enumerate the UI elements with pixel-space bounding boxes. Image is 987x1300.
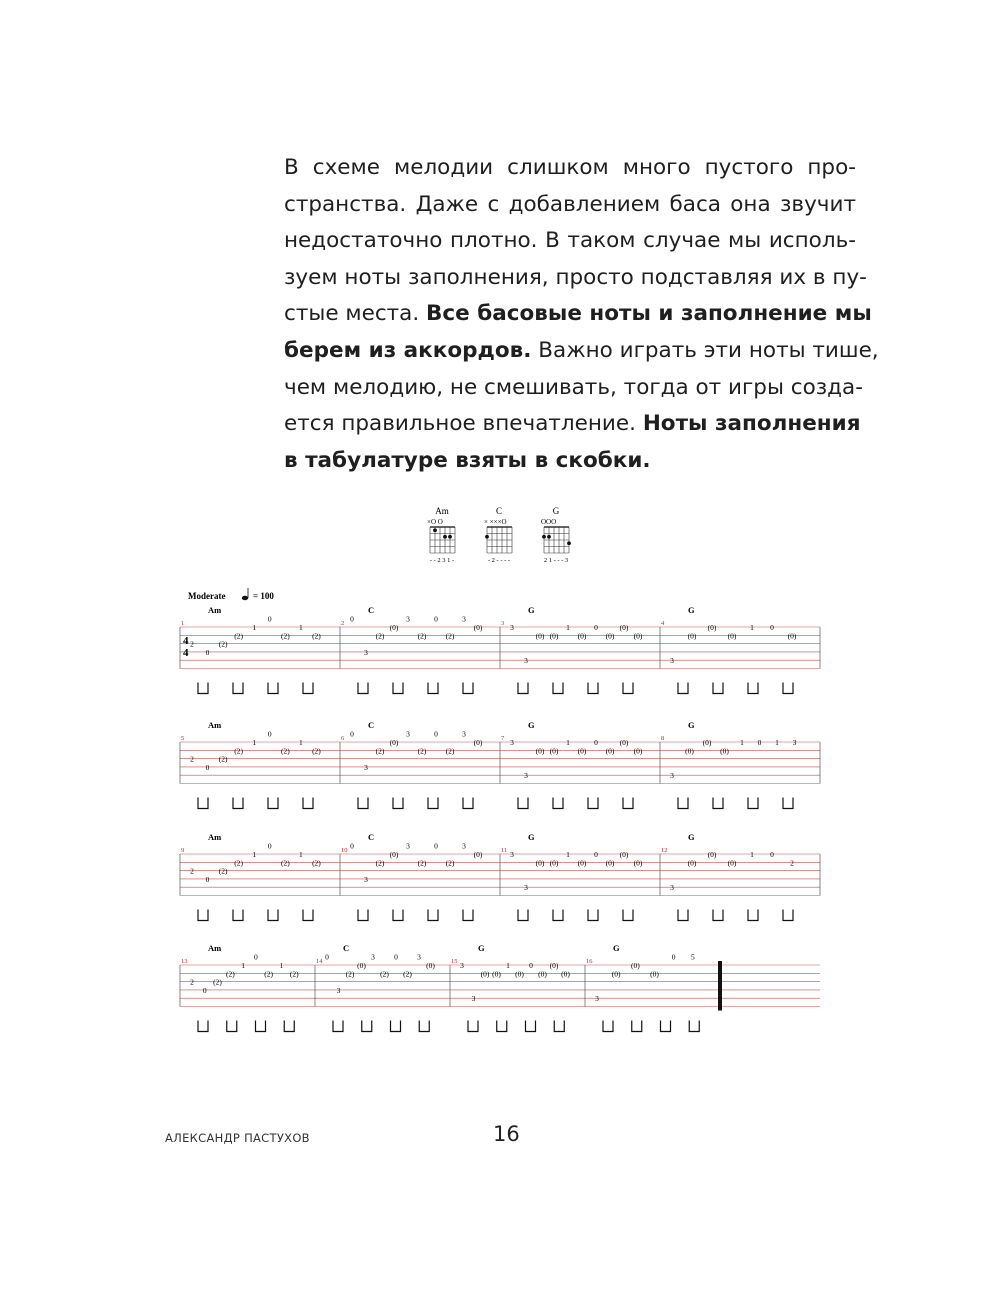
rhythm-beam [497, 1021, 507, 1032]
rhythm-beam [303, 683, 313, 694]
tab-note: 0 [594, 850, 598, 859]
rhythm-beam [233, 683, 243, 694]
tab-note: (2) [312, 858, 321, 868]
rhythm-beam [463, 683, 473, 694]
tab-note: 1 [299, 850, 303, 859]
rhythm-beam [588, 683, 598, 694]
measure-number: 4 [661, 620, 665, 627]
tab-note: 1 [299, 623, 303, 632]
tab-note: (0) [577, 746, 587, 756]
tab-note: 3 [462, 729, 466, 739]
tab-note: 0 [350, 729, 354, 739]
tab-note: (0) [720, 746, 729, 756]
tab-note: (2) [375, 858, 385, 868]
tab-note: 3 [462, 614, 466, 624]
rhythm-beam [632, 1021, 642, 1032]
tab-note: 0 [529, 961, 533, 970]
chord-dot [542, 535, 546, 539]
tab-note: 3 [364, 874, 368, 884]
rhythm-beam [233, 798, 243, 809]
chord-label: G [528, 720, 535, 730]
tab-note: (2) [445, 746, 455, 756]
chord-fingering: 2 1 - - - 3 [543, 557, 569, 564]
rhythm-beam [553, 683, 563, 694]
tab-note: (0) [535, 858, 545, 868]
tab-note: (0) [727, 631, 737, 641]
tab-note: 0 [267, 614, 272, 624]
tab-note: (0) [633, 746, 643, 756]
chord-label: Am [208, 943, 222, 953]
tab-note: 0 [350, 614, 354, 624]
rhythm-beam [783, 683, 793, 694]
chord-label: G [688, 832, 695, 842]
tab-note: 0 [434, 729, 438, 739]
rhythm-beam [268, 798, 278, 809]
measure-number: 8 [661, 735, 665, 742]
tab-note: (2) [403, 969, 412, 979]
tab-note: (0) [549, 961, 559, 970]
tab-note: (2) [234, 746, 244, 756]
tab-note: (0) [633, 631, 643, 641]
tab-note: 3 [471, 994, 476, 1004]
rhythm-beam [358, 910, 368, 921]
tab-note: 3 [792, 738, 797, 747]
rhythm-beam [713, 798, 723, 809]
chord-label: G [478, 943, 485, 953]
rhythm-beam [518, 910, 528, 921]
rhythm-beam [303, 910, 313, 921]
tab-note: 3 [670, 883, 674, 893]
tab-note: (2) [234, 631, 244, 641]
final-barline [718, 961, 722, 1011]
rhythm-beam [428, 683, 438, 694]
tab-note: 0 [770, 623, 774, 632]
rhythm-beam [256, 1021, 266, 1032]
chord-dot [443, 535, 447, 539]
measure-number: 6 [341, 735, 345, 742]
tab-note: 3 [462, 841, 466, 851]
rhythm-beam [748, 910, 758, 921]
measure-number: 14 [316, 958, 323, 965]
tab-note: 3 [670, 656, 674, 666]
tab-note: 0 [267, 729, 272, 739]
paragraph-line [284, 406, 861, 443]
tempo-label: Moderate [188, 591, 226, 601]
tab-note: (0) [357, 961, 366, 970]
tab-note: (2) [280, 858, 290, 868]
rhythm-beam [284, 1021, 294, 1032]
measure-number: 15 [451, 958, 458, 965]
measure-number: 2 [341, 620, 345, 627]
paragraph-line [284, 296, 872, 333]
tab-note: (2) [417, 746, 427, 756]
rhythm-beam [358, 683, 368, 694]
tab-note: 3 [460, 961, 464, 970]
tab-note: (0) [549, 858, 559, 868]
tab-note: 0 [671, 952, 676, 962]
tab-note: (2) [445, 631, 455, 641]
rhythm-beam [713, 910, 723, 921]
chord-label: G [688, 605, 695, 615]
tab-note: 0 [594, 623, 598, 632]
tab-note: 1 [252, 850, 257, 859]
tab-row [180, 605, 820, 694]
rhythm-beam [268, 683, 278, 694]
rhythm-beam [526, 1021, 536, 1032]
tab-note: (0) [473, 738, 483, 747]
text-run: недостаточно плотно. В таком случае мы исполь- [284, 228, 856, 254]
chord-fingering: - 2 - - - - [487, 557, 511, 564]
tab-note: (2) [264, 969, 274, 979]
chord-diagrams [420, 505, 595, 570]
text-run: стые места. [284, 301, 427, 327]
tab-note: 0 [267, 841, 272, 851]
rhythm-beam [428, 910, 438, 921]
paragraph-line [284, 333, 879, 370]
chord-dot [448, 535, 452, 539]
footer-author: АЛЕКСАНДР ПАСТУХОВ [165, 1131, 310, 1145]
rhythm-beam [198, 798, 208, 809]
tab-note: 1 [506, 961, 510, 970]
tab-note: (0) [389, 738, 399, 747]
tab-note: 0 [757, 738, 762, 747]
rhythm-beam [518, 683, 528, 694]
tab-row [180, 720, 820, 809]
tab-note: 3 [406, 729, 410, 739]
paragraph-line [284, 443, 856, 480]
tab-note: (2) [234, 858, 244, 868]
tab-note: 3 [524, 771, 528, 781]
tab-note: 1 [775, 738, 779, 747]
rhythm-beam [463, 910, 473, 921]
tab-note: 1 [279, 961, 284, 970]
rhythm-beam [588, 910, 598, 921]
tab-note: (2) [218, 754, 228, 764]
tab-note: (0) [687, 631, 697, 641]
tab-note: 0 [594, 738, 598, 747]
tab-note: (0) [473, 623, 483, 632]
rhythm-beam [362, 1021, 372, 1032]
tab-note: 3 [364, 762, 368, 772]
tempo-note-icon [242, 596, 248, 600]
bold-text: Ноты заполнения [642, 411, 861, 437]
chord-label: C [368, 720, 375, 730]
rhythm-beam [623, 798, 633, 809]
tab-note: 0 [434, 614, 438, 624]
rhythm-beam [588, 798, 598, 809]
measure-number: 10 [341, 847, 348, 854]
tab-note: 0 [770, 850, 774, 859]
rhythm-beam [393, 683, 403, 694]
tab-note: 1 [750, 850, 754, 859]
tab-note: (0) [605, 746, 615, 756]
chord-dot [433, 528, 437, 532]
text-run: В схеме мелодии слишком много пустого про- [284, 155, 856, 180]
tab-note: (0) [707, 623, 717, 632]
chord-label: C [343, 943, 350, 953]
chord-label: C [368, 832, 375, 842]
paragraph-line [284, 260, 867, 297]
text-run: Важно играть эти ноты тише, [531, 337, 879, 363]
rhythm-beam [678, 798, 688, 809]
tab-note: (0) [707, 850, 717, 859]
tab-note: (0) [473, 850, 483, 859]
chord-dot [485, 535, 489, 539]
chord-open-strings: ×O O [427, 518, 443, 526]
tab-note: (0) [787, 631, 797, 641]
chord-label: C [368, 605, 375, 615]
tab-row [180, 943, 820, 1032]
tab-note: (0) [605, 858, 615, 868]
chord-label: Am [208, 832, 222, 842]
tab-note: (0) [687, 858, 697, 868]
tab-note: (2) [417, 631, 427, 641]
tab-note: 0 [350, 841, 354, 851]
tab-note: (2) [375, 631, 385, 641]
paragraph-line [284, 370, 863, 407]
chord-label: G [613, 943, 620, 953]
tab-note: 2 [190, 866, 194, 876]
bold-text: берем из аккордов. [284, 337, 532, 363]
rhythm-beam [518, 798, 528, 809]
tab-note: (0) [492, 969, 501, 979]
tab-note: (0) [727, 858, 737, 868]
tab-note: (2) [345, 969, 355, 979]
bold-text: в табулатуре взяты в скобки. [284, 447, 651, 473]
tab-note: (0) [702, 738, 712, 747]
rhythm-beam [689, 1021, 699, 1032]
tab-note: (0) [389, 623, 399, 632]
chord-dot [567, 541, 571, 545]
rhythm-beam [303, 798, 313, 809]
tab-note: (0) [650, 969, 659, 979]
tab-note: (2) [312, 746, 321, 756]
tab-note: (2) [225, 969, 235, 979]
tab-note: (0) [577, 631, 587, 641]
tab-note: 1 [750, 623, 754, 632]
tab-note: 2 [190, 754, 194, 764]
tab-note: 0 [434, 841, 438, 851]
rhythm-beam [713, 683, 723, 694]
rhythm-beam [603, 1021, 613, 1032]
tab-note: 5 [690, 952, 695, 962]
chord-diagram-g [541, 506, 571, 564]
tab-note: (0) [389, 850, 399, 859]
rhythm-beam [333, 1021, 343, 1032]
tab-note: (2) [417, 858, 427, 868]
tab-note: 1 [566, 738, 570, 747]
tab-note: 3 [510, 850, 514, 859]
tab-note: (0) [619, 850, 629, 859]
tab-note: 0 [205, 874, 210, 884]
tab-note: 3 [364, 647, 368, 657]
rhythm-beam [393, 910, 403, 921]
chord-name: G [552, 506, 560, 516]
measure-number: 11 [501, 847, 508, 854]
rhythm-beam [419, 1021, 429, 1032]
tab-row [180, 832, 820, 921]
measure-number: 5 [181, 735, 185, 742]
rhythm-beam [393, 798, 403, 809]
rhythm-beam [198, 683, 208, 694]
tab-note: 3 [595, 994, 599, 1004]
measure-number: 12 [661, 847, 668, 854]
tab-note: 1 [566, 623, 570, 632]
chord-dot [547, 535, 551, 539]
paragraph-line [284, 223, 856, 260]
tab-note: 2 [790, 858, 794, 868]
measure-number: 7 [501, 735, 505, 742]
chord-fingering: - - 2 3 1 - [429, 557, 455, 564]
tab-note: 0 [254, 952, 258, 962]
tab-note: 0 [202, 985, 207, 995]
tab-note: 0 [325, 952, 329, 962]
tab-note: (0) [515, 969, 524, 979]
tab-note: 1 [241, 961, 245, 970]
tab-note: 1 [566, 850, 570, 859]
tab-note: (2) [380, 969, 389, 979]
tab-note: (0) [561, 969, 570, 979]
tab-note: 3 [670, 771, 674, 781]
rhythm-beam [623, 683, 633, 694]
rhythm-beam [661, 1021, 671, 1032]
rhythm-beam [623, 910, 633, 921]
tab-note: (2) [218, 866, 228, 876]
tab-note: (0) [611, 969, 621, 979]
bold-text: Все басовые ноты и заполнение мы [426, 301, 872, 327]
rhythm-beam [748, 683, 758, 694]
tab-note: (0) [480, 969, 490, 979]
tab-note: (0) [605, 631, 615, 641]
tab-note: (0) [535, 631, 545, 641]
chord-label: Am [208, 720, 222, 730]
tab-note: (0) [426, 961, 435, 970]
chord-diagram-c [484, 506, 512, 564]
rhythm-beam [468, 1021, 478, 1032]
rhythm-beam [678, 910, 688, 921]
tab-note: (0) [630, 961, 640, 970]
rhythm-beam [428, 798, 438, 809]
tab-note: 3 [524, 656, 528, 666]
tab-note: 1 [299, 738, 303, 747]
tab-note: 3 [524, 883, 528, 893]
tab-note: 3 [371, 952, 375, 962]
tab-note: (2) [445, 858, 455, 868]
tab-note: 2 [190, 639, 194, 649]
chord-label: G [528, 832, 535, 842]
measure-number: 9 [181, 847, 185, 854]
tab-note: 3 [417, 952, 421, 962]
tab-note: (2) [289, 969, 299, 979]
rhythm-beam [783, 798, 793, 809]
rhythm-beam [463, 798, 473, 809]
rhythm-beam [553, 910, 563, 921]
tab-note: 1 [252, 623, 257, 632]
tab-note: (0) [619, 738, 629, 747]
guitar-tablature [165, 585, 855, 1055]
rhythm-beam [554, 1021, 564, 1032]
rhythm-beam [783, 910, 793, 921]
measure-number: 3 [501, 620, 505, 627]
rhythm-beam [678, 683, 688, 694]
tab-note: (2) [375, 746, 385, 756]
tab-note: 0 [205, 647, 210, 657]
chord-diagram-am [427, 506, 455, 564]
rhythm-beam [198, 1021, 208, 1032]
tab-note: 1 [740, 738, 744, 747]
chord-open-strings: × ×××O [484, 518, 507, 526]
tab-note: (0) [619, 623, 629, 632]
rhythm-beam [268, 910, 278, 921]
tab-note: (0) [577, 858, 587, 868]
tab-note: 3 [336, 985, 341, 995]
rhythm-beam [553, 798, 563, 809]
tab-note: (0) [685, 746, 694, 756]
tab-note: (0) [549, 631, 559, 641]
measure-number: 13 [181, 958, 188, 965]
text-run: странства. Даже с добавлением баса она звучит [284, 191, 856, 217]
measure-number: 16 [586, 958, 593, 965]
rhythm-beam [391, 1021, 401, 1032]
tab-note: (0) [549, 746, 559, 756]
tab-note: 3 [406, 841, 410, 851]
rhythm-beam [358, 798, 368, 809]
chord-label: G [688, 720, 695, 730]
chord-name: C [495, 506, 503, 516]
tab-note: (2) [280, 746, 290, 756]
chord-name: Am [435, 506, 449, 516]
page-number: 16 [493, 1122, 520, 1146]
tab-note: (2) [312, 631, 321, 641]
rhythm-beam [198, 910, 208, 921]
measure-number: 1 [181, 620, 185, 627]
rhythm-beam [233, 910, 243, 921]
tempo-bpm: = 100 [253, 591, 274, 601]
tab-note: 2 [190, 977, 194, 987]
tab-note: (2) [280, 631, 290, 641]
tab-note: 3 [510, 738, 514, 747]
tab-note: 0 [394, 952, 398, 962]
tab-note: (2) [213, 977, 222, 987]
chord-label: G [528, 605, 535, 615]
time-signature-top: 4 [183, 635, 189, 647]
tab-note: 0 [205, 762, 210, 772]
paragraph-line [284, 187, 856, 224]
tab-note: (0) [535, 746, 545, 756]
rhythm-beam [227, 1021, 237, 1032]
body-paragraph [284, 150, 879, 479]
text-run: ется правильное впечатление. [284, 411, 643, 437]
tab-note: 1 [252, 738, 257, 747]
chord-label: Am [208, 605, 222, 615]
paragraph-line [284, 150, 856, 187]
rhythm-beam [748, 798, 758, 809]
tab-note: (0) [633, 858, 643, 868]
tab-note: 3 [510, 623, 514, 632]
tab-note: (2) [218, 639, 228, 649]
tab-note: (0) [538, 969, 547, 979]
chord-open-strings: OOO [541, 518, 557, 526]
text-run: чем мелодию, не смешивать, тогда от игры созда- [284, 374, 863, 400]
time-signature-bottom: 4 [183, 647, 189, 659]
tab-note: 3 [406, 614, 410, 624]
text-run: зуем ноты заполнения, просто подставляя их в пу- [284, 264, 867, 290]
